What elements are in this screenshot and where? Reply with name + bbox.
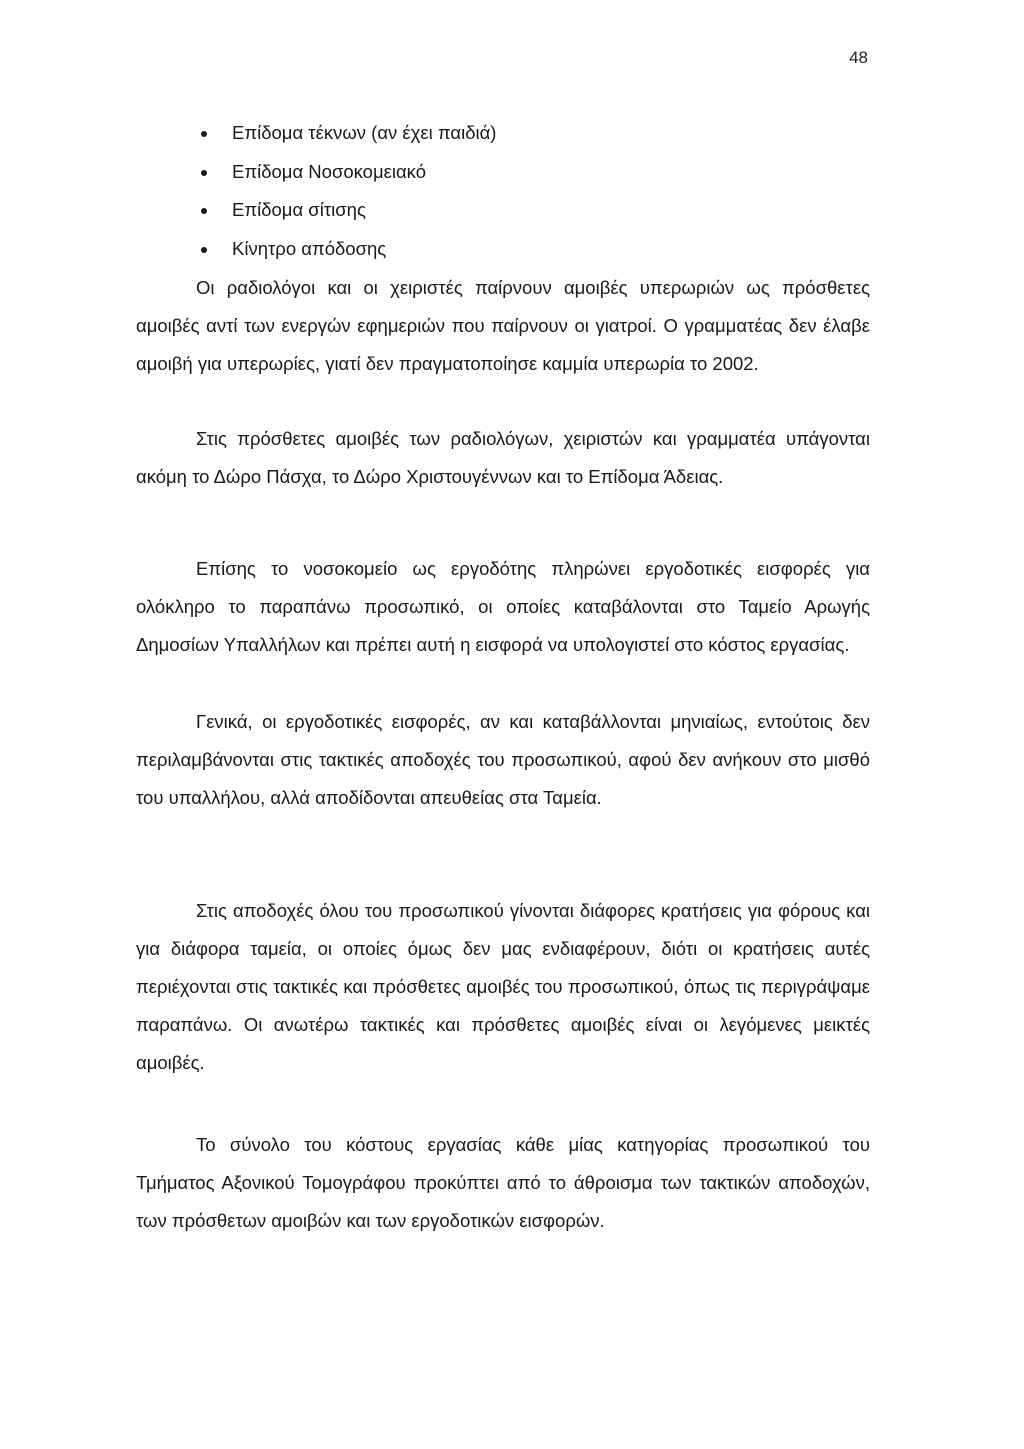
- list-item-text: Επίδομα τέκνων (αν έχει παιδιά): [232, 122, 497, 143]
- list-item: [196, 191, 496, 230]
- list-item-text: Επίδομα Νοσοκομειακό: [232, 160, 426, 182]
- paragraph-additional-pay: Στις πρόσθετες αμοιβές των ραδιολόγων, χειριστών και γραμματέα υπάγονται ακόμη το Δώρο Πάσχα, το Δώρο Χριστουγέννων και το Επίδομα Άδειας.: [136, 428, 870, 487]
- paragraph-deductions: Στις αποδοχές όλου του προσωπικού γίνονται διάφορες κρατήσεις για φόρους και για διάφορα ταμεία, οι οποίες όμως δεν μας ενδιαφέρουν, διότι οι κρατήσεις αυτές περιέχονται στις τακτικές και πρόσθετες αμοιβές του προσωπικού, όπως τις περιγράψαμε παραπάνω. Οι ανωτέρω τακτικές και πρόσθετες αμοιβές είναι οι λεγόμενες μεικτές αμοιβές.: [136, 900, 870, 1073]
- page-number: 48: [849, 48, 868, 67]
- list-item-text: Κίνητρο απόδοσης: [232, 237, 387, 259]
- paragraph-overtime: Οι ραδιολόγοι και οι χειριστές παίρνουν αμοιβές υπερωριών ως πρόσθετες αμοιβές αντί των ενεργών εφημεριών που παίρνουν οι γιατροί. Ο γραμματέας δεν έλαβε αμοιβή για υπερωρίες, γιατί δεν πραγματοποίησε καμμία υπερωρία το 2002.: [136, 277, 870, 374]
- paragraph-employer-contributions: Επίσης το νοσοκομείο ως εργοδότης πληρώνει εργοδοτικές εισφορές για ολόκληρο το παραπάνω προσωπικό, οι οποίες καταβάλονται στο Ταμείο Αρωγής Δημοσίων Υπαλλήλων και πρέπει αυτή η εισφορά να υπολογιστεί στο κόστος εργασίας.: [136, 558, 870, 655]
- bullet-icon: [201, 131, 207, 137]
- list-item: [196, 114, 496, 153]
- bullet-icon: [201, 208, 207, 214]
- list-item-text: Επίδομα σίτισης: [232, 199, 366, 220]
- paragraph-total-labour-cost: Το σύνολο του κόστους εργασίας κάθε μίας κατηγορίας προσωπικού του Τμήματος Αξονικού Τομογράφου προκύπτει από το άθροισμα των τακτικών αποδοχών, των πρόσθετων αμοιβών και των εργοδοτικών εισφορών.: [136, 1134, 870, 1231]
- allowance-list: [196, 114, 496, 268]
- list-item: [196, 153, 496, 192]
- list-item: [196, 230, 496, 269]
- bullet-icon: [201, 170, 207, 176]
- paragraph-contributions-general: Γενικά, οι εργοδοτικές εισφορές, αν και καταβάλλονται μηνιαίως, εντούτοις δεν περιλαμβάνονται στις τακτικές αποδοχές του προσωπικού, αφού δεν ανήκουν στο μισθό του υπαλλήλου, αλλά αποδίδονται απευθείας στα Ταμεία.: [136, 711, 870, 808]
- bullet-icon: [201, 247, 207, 253]
